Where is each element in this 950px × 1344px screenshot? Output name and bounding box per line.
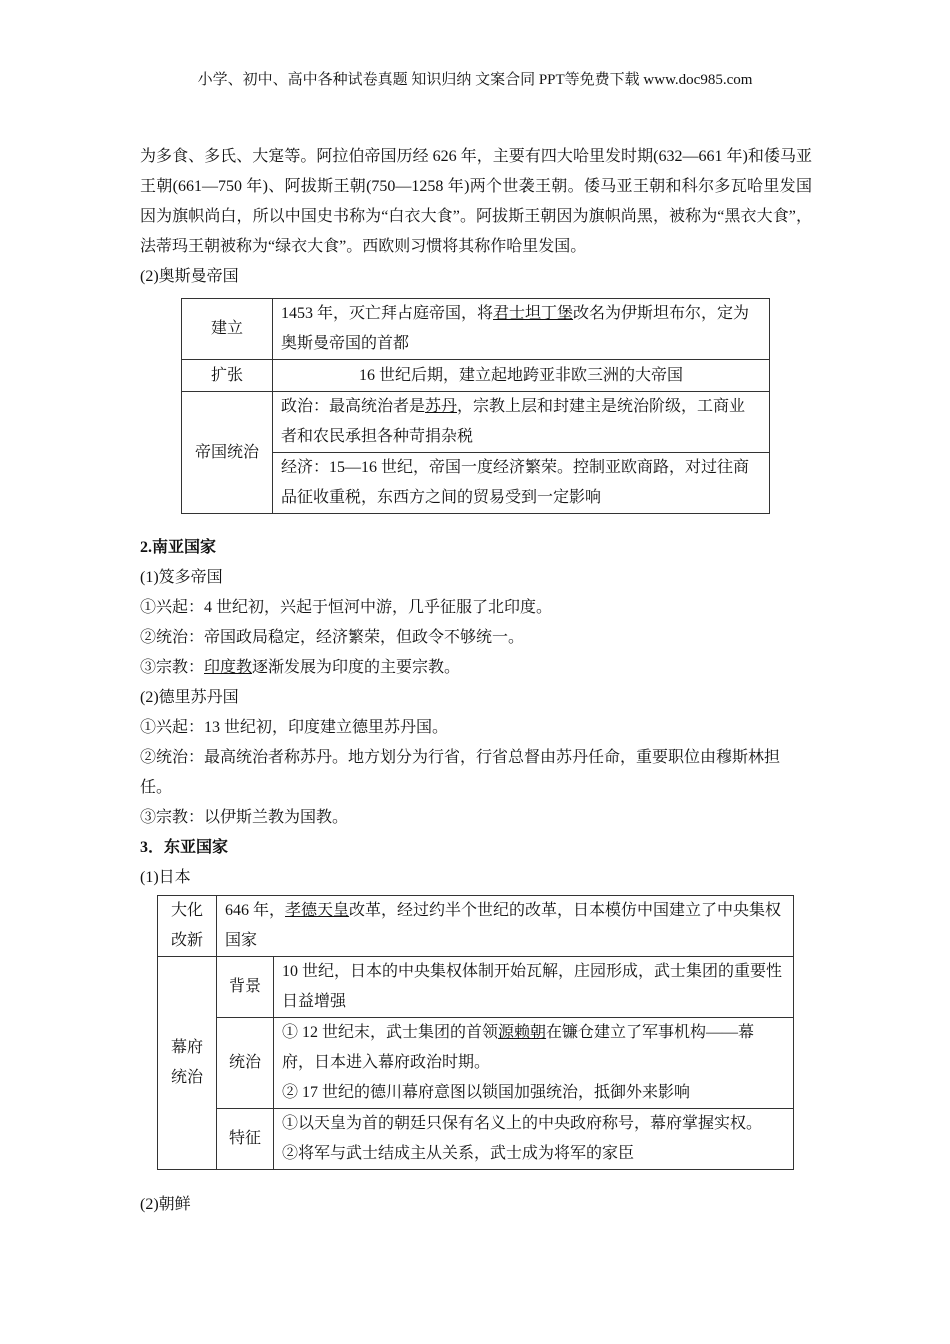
row-label: 大化改新	[158, 896, 217, 957]
row-content	[217, 896, 794, 957]
row-content: 16 世纪后期，建立起地跨亚非欧三洲的大帝国	[273, 360, 770, 392]
underlined-term: 源赖朝	[498, 1024, 547, 1041]
text-line: ③宗教：以伊斯兰教为国教。	[140, 809, 349, 826]
row-label: 建立	[182, 299, 273, 360]
japan-heading: (1)日本	[140, 869, 191, 886]
row-label: 帝国统治	[182, 392, 273, 514]
east-asia-heading: 3．东亚国家	[140, 839, 229, 856]
row-content	[273, 392, 770, 453]
text-line: ②统治：最高统治者称苏丹。地方划分为行省，行省总督由苏丹任命，重要职位由穆斯林担	[140, 749, 781, 766]
underlined-term: 苏丹	[425, 398, 458, 415]
underlined-term: 孝德天皇	[285, 902, 350, 919]
text: 改名为伊斯坦布尔，定为奥斯曼帝国的首都	[281, 305, 750, 352]
text-line: ②统治：帝国政局稳定，经济繁荣，但政令不够统一。	[140, 629, 525, 646]
underlined-term: 印度教	[204, 659, 253, 676]
sub-label: 背景	[217, 957, 274, 1018]
text: ②将军与武士结成主从关系，武士成为将军的家臣	[282, 1145, 635, 1162]
text: ③宗教：	[140, 659, 205, 676]
ottoman-heading: (2)奥斯曼帝国	[140, 268, 239, 285]
row-content	[274, 1109, 794, 1170]
underlined-term: 君士坦丁堡	[493, 305, 574, 322]
text: ，宗教上层和封建主是统治阶级，工商业者和农民承担各种苛捐杂税	[281, 398, 746, 445]
text: 1453 年，灭亡拜占庭帝国，将	[281, 305, 494, 322]
row-content: 经济：15—16 世纪，帝国一度经济繁荣。控制亚欧商路，对过往商品征收重税，东西方之间的贸易受到一定影响	[273, 453, 770, 514]
row-content: 10 世纪，日本的中央集权体制开始瓦解，庄园形成，武士集团的重要性日益增强	[274, 957, 794, 1018]
sub-label: 特征	[217, 1109, 274, 1170]
ottoman-table	[181, 298, 770, 514]
text: 改革，经过约半个世纪的改革，日本模仿中国建立了中央集权国家	[225, 902, 782, 949]
text: ①以天皇为首的朝廷只保有名义上的中央政府称号，幕府掌握实权。	[282, 1115, 763, 1132]
korea-heading: (2)朝鲜	[140, 1196, 191, 1213]
text-line	[140, 653, 812, 683]
text-line: ①兴起：4 世纪初，兴起于恒河中游，几乎征服了北印度。	[140, 599, 553, 616]
south-asia-heading: 2.南亚国家	[140, 539, 217, 556]
row-content	[273, 299, 770, 360]
intro-paragraph: 为多食、多氏、大寔等。阿拉伯帝国历经 626 年，主要有四大哈里发时期(632—661 年)和倭马亚王朝(661—750 年)、阿拔斯王朝(750—1258 年)两个世袭王朝。倭马亚王朝和科尔多瓦哈里发国因为旗帜尚白，所以中国史书称为“白衣大食”。阿拔斯王朝因为旗帜尚黑，被称为“黑衣大食”，法蒂玛王朝被称为“绿衣大食”。西欧则习惯将其称作哈里发国。	[140, 148, 812, 255]
text-line: 任。	[140, 779, 173, 796]
text: 在镰仓建立了军事机构——幕府，日本进入幕府政治时期。	[282, 1024, 755, 1071]
row-label: 幕府统治	[158, 957, 217, 1170]
gupta-heading: (1)笈多帝国	[140, 569, 223, 586]
text-line: ①兴起：13 世纪初，印度建立德里苏丹国。	[140, 719, 449, 736]
page-header: 小学、初中、高中各种试卷真题 知识归纳 文案合同 PPT等免费下载 www.doc985.com	[197, 72, 753, 88]
row-content	[274, 1018, 794, 1109]
text: 政治：最高统治者是	[281, 398, 426, 415]
text: 逐渐发展为印度的主要宗教。	[252, 659, 461, 676]
delhi-heading: (2)德里苏丹国	[140, 689, 239, 706]
text: ② 17 世纪的德川幕府意图以锁国加强统治，抵御外来影响	[282, 1084, 691, 1101]
sub-label: 统治	[217, 1018, 274, 1109]
text: ① 12 世纪末，武士集团的首领	[282, 1024, 499, 1041]
japan-table	[157, 895, 794, 1170]
text: 646 年，	[225, 902, 286, 919]
row-label: 扩张	[182, 360, 273, 392]
